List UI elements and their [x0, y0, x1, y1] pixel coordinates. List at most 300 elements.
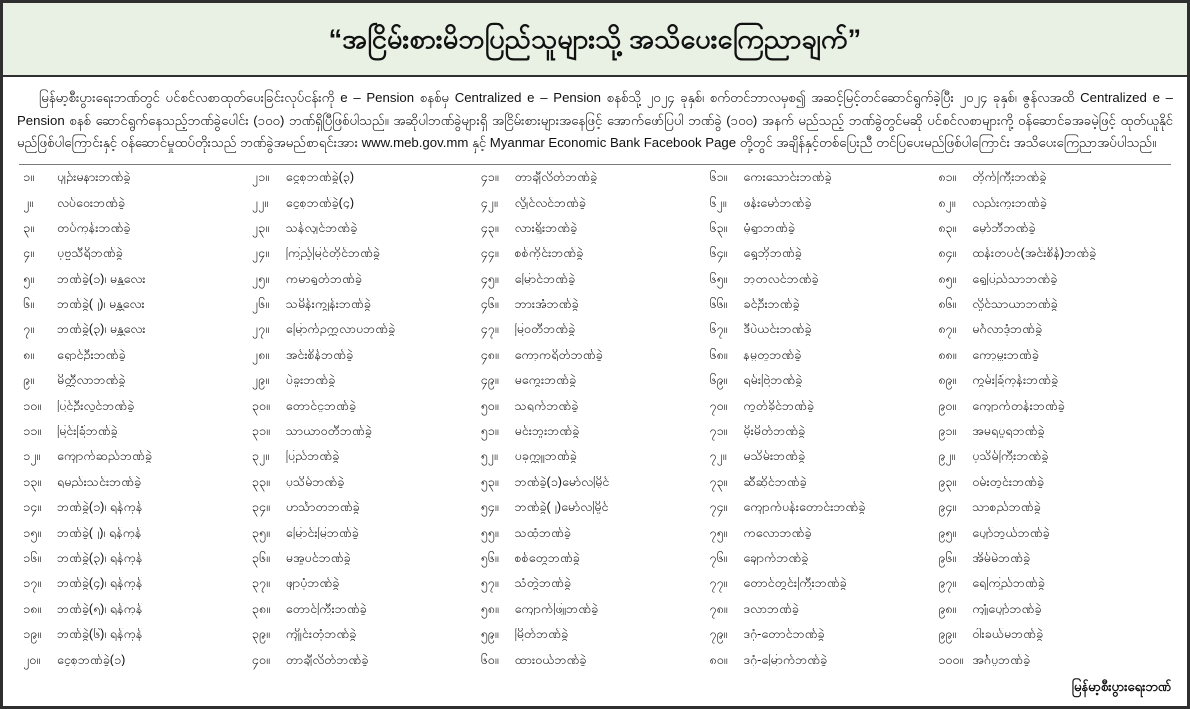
branch-name: မှော်ဘီဘဏ်ခွဲ [972, 221, 1036, 235]
branch-name: ဘဏ်ခွဲ(၁)၊ မန္တလေး [57, 272, 146, 286]
branch-index: ၅၃။ [480, 474, 499, 489]
branch-index: ၂၈။ [251, 347, 269, 362]
branch-row [938, 400, 1167, 425]
branch-name: တိုက်ကြီးဘဏ်ခွဲ [972, 171, 1047, 184]
branch-name: စစ်တွေဘဏ်ခွဲ [514, 551, 580, 565]
branch-name: ဘားအံဘဏ်ခွဲ [514, 298, 579, 311]
branch-index: ၉၉။ [938, 627, 957, 642]
branch-index: ၃၅။ [251, 525, 270, 540]
branch-name: ရွှေဘိုဘဏ်ခွဲ [743, 247, 802, 260]
branch-name: ငွေစုဘဏ်ခွဲ(၁) [57, 653, 126, 667]
branch-name: အိမ်မဲဘဏ်ခွဲ [972, 551, 1031, 565]
branch-name: မအူပင်ဘဏ်ခွဲ [285, 551, 351, 565]
branch-index: ၃။ [23, 220, 34, 235]
branch-name: မင်္ဂလာဒုံဘဏ်ခွဲ [972, 323, 1043, 337]
branch-row [481, 654, 710, 679]
branch-index: ၄၁။ [480, 170, 499, 185]
branch-row [252, 298, 481, 323]
branch-index: ၂၃။ [251, 220, 269, 235]
branch-name: ဘဏ်ခွဲ(၆)၊ ရန်ကုန် [57, 628, 143, 641]
branch-index: ၆၁။ [709, 170, 728, 185]
branch-row [481, 349, 710, 374]
branch-row [481, 323, 710, 348]
branch-index: ၂၄။ [251, 246, 269, 261]
body-container [3, 77, 1187, 683]
branch-index: ၅၁။ [480, 424, 499, 439]
branch-index: ၈၄။ [938, 246, 957, 261]
branch-row [709, 501, 938, 526]
branch-name: ဝမ်းတွင်းဘဏ်ခွဲ [972, 475, 1044, 489]
branch-row [252, 450, 481, 475]
branch-name: အမရပူရဘဏ်ခွဲ [972, 425, 1045, 438]
branch-index: ၁၆။ [23, 550, 41, 565]
branch-index: ၄၀။ [251, 652, 270, 667]
branch-index: ၉၈။ [938, 601, 957, 616]
branch-index: ၁၁။ [23, 424, 41, 439]
branch-index: ၈၁။ [938, 170, 957, 185]
branch-name: ဘဏ်ခွဲ(၂)၊ ရန်ကုန် [57, 526, 142, 540]
branch-name: ရမ်းဗြဲဘဏ်ခွဲ [743, 374, 803, 387]
branch-name: ပြင်ဦးလွင်ဘဏ်ခွဲ [57, 399, 135, 413]
branch-index: ၂၂။ [251, 195, 268, 210]
branch-index: ၃၂။ [251, 449, 269, 464]
branch-row [709, 552, 938, 577]
branch-index: ၁၀။ [23, 398, 41, 413]
branch-name: အင်္ဂပူဘဏ်ခွဲ [972, 653, 1031, 667]
branch-row [23, 197, 252, 222]
branch-index: ၁၄။ [23, 500, 41, 515]
branch-index: ၃၇။ [251, 576, 270, 591]
branch-name: လည်းကူးဘဏ်ခွဲ [972, 196, 1047, 210]
branch-name: သမိန်းကျွန်းဘဏ်ခွဲ [285, 298, 371, 311]
branch-row [938, 349, 1167, 374]
branch-index: ၇၆။ [709, 550, 728, 565]
branch-row [938, 577, 1167, 602]
branch-index: ၁၀၀။ [938, 652, 964, 667]
branch-row [938, 603, 1167, 628]
branch-name: ကွတ်ခိုင်ဘဏ်ခွဲ [743, 399, 814, 413]
branch-row [481, 273, 710, 298]
branch-row [252, 171, 481, 196]
branch-list [17, 171, 1173, 679]
branch-name: ကျိုင်းတုံဘဏ်ခွဲ [285, 628, 357, 641]
branch-index: ၁။ [23, 170, 34, 185]
branch-name: ဘဏ်ခွဲ(၄)၊ ရန်ကုန် [57, 577, 143, 590]
branch-name: ကြည့်မြင်တိုင်ဘဏ်ခွဲ [285, 247, 380, 260]
branch-name: ငွေစုဘဏ်ခွဲ(၄) [285, 196, 355, 210]
branch-name: လှိုင်သာယာဘဏ်ခွဲ [972, 298, 1058, 311]
branch-row [481, 450, 710, 475]
branch-row [23, 628, 252, 653]
branch-index: ၆၃။ [709, 220, 728, 235]
branch-index: ၇၂။ [709, 449, 727, 464]
branch-row [938, 171, 1167, 196]
branch-index: ၂၁။ [251, 170, 269, 185]
branch-name: ဘုတလင်ဘဏ်ခွဲ [743, 272, 819, 286]
branch-name: ပျော်ဘွယ်ဘဏ်ခွဲ [972, 526, 1050, 540]
branch-name: မြောင်ဘဏ်ခွဲ [514, 272, 576, 286]
branch-row [938, 197, 1167, 222]
branch-row [938, 222, 1167, 247]
branch-name: ကျုံပျော်ဘဏ်ခွဲ [972, 602, 1042, 616]
branch-row [481, 197, 710, 222]
branch-name: မင်းဘူးဘဏ်ခွဲ [514, 425, 580, 438]
branch-name: မိုးမိတ်ဘဏ်ခွဲ [743, 425, 806, 438]
branch-index: ၄၉။ [480, 373, 499, 388]
branch-name: ဘဏ်ခွဲ(၂)မော်လမြိုင် [514, 501, 609, 514]
branch-index: ၉၆။ [938, 550, 957, 565]
branch-row [709, 323, 938, 348]
branch-name: ငွေစုဘဏ်ခွဲ(၃) [285, 171, 355, 184]
page-title: “အငြိမ်းစားမိဘပြည်သူများသို့ အသိပေးကြေညာချက်” [328, 23, 862, 54]
branch-row [23, 298, 252, 323]
branch-row [709, 654, 938, 679]
branch-index: ၁၃။ [23, 474, 41, 489]
branch-name: မုံရွာဘဏ်ခွဲ [743, 221, 795, 235]
branch-row [938, 654, 1167, 679]
branch-row [252, 654, 481, 679]
branch-index: ၂၉။ [251, 373, 269, 388]
branch-row [252, 323, 481, 348]
branch-name: ပျဉ်းမနားဘဏ်ခွဲ [57, 171, 131, 184]
branch-index: ၉၂။ [938, 449, 956, 464]
branch-name: ကော့မှူးဘဏ်ခွဲ [972, 348, 1039, 362]
branch-index: ၂။ [23, 195, 33, 210]
branch-name: ကမာရွတ်ဘဏ်ခွဲ [285, 272, 362, 286]
branch-name: နမ္မတူဘဏ်ခွဲ [743, 348, 802, 362]
branch-name: မသိမ်းဘဏ်ခွဲ [743, 450, 806, 463]
branch-row [481, 298, 710, 323]
branch-index: ၄၂။ [480, 195, 498, 210]
branch-index: ၈။ [23, 347, 35, 362]
branch-name: ကေးသောင်းဘဏ်ခွဲ [743, 171, 832, 184]
branch-name: ဒဂုံ-တောင်ဘဏ်ခွဲ [743, 628, 825, 641]
branch-row [252, 476, 481, 501]
branch-name: သံတွဲဘဏ်ခွဲ [514, 577, 571, 590]
branch-name: ပုသိမ်ဘဏ်ခွဲ [285, 475, 345, 489]
branch-row [252, 527, 481, 552]
branch-name: ကလောဘဏ်ခွဲ [743, 526, 812, 540]
branch-index: ၁၈။ [23, 601, 42, 616]
branch-row [481, 374, 710, 399]
branch-name: မြင်းခြံဘဏ်ခွဲ [57, 425, 118, 438]
branch-index: ၅၄။ [480, 500, 499, 515]
branch-row [938, 552, 1167, 577]
branch-index: ၉၇။ [938, 576, 957, 591]
branch-name: ကျောက်ဖြူဘဏ်ခွဲ [514, 602, 599, 616]
branch-index: ၃၉။ [251, 627, 270, 642]
branch-row [938, 273, 1167, 298]
branch-index: ၄၄။ [480, 246, 499, 261]
branch-name: လပ်ဝေးဘဏ်ခွဲ [57, 196, 125, 210]
branch-name: တာချီလိတ်ဘဏ်ခွဲ [514, 171, 598, 184]
branch-row [481, 501, 710, 526]
branch-index: ၅၅။ [480, 525, 499, 540]
branch-column [938, 171, 1167, 679]
branch-column [23, 171, 252, 679]
branch-name: ဖန်းမော်ဘဏ်ခွဲ [743, 196, 812, 210]
branch-row [481, 527, 710, 552]
branch-row [23, 654, 252, 679]
branch-row [23, 400, 252, 425]
branch-index: ၈၉။ [938, 373, 957, 388]
branch-name: မြောက်ဥက္ကလာပဘဏ်ခွဲ [285, 323, 396, 337]
branch-index: ၆၇။ [709, 322, 728, 337]
branch-row [252, 552, 481, 577]
branch-index: ၄၈။ [480, 347, 499, 362]
branch-index: ၁၇။ [23, 576, 41, 591]
branch-row [252, 197, 481, 222]
branch-column [481, 171, 710, 679]
branch-index: ၈၈။ [938, 347, 957, 362]
branch-index: ၈၂။ [938, 195, 956, 210]
branch-row [709, 273, 938, 298]
branch-name: ဘဏ်ခွဲ(၂)၊ မန္တလေး [57, 298, 145, 311]
branch-row [709, 400, 938, 425]
branch-row [481, 247, 710, 272]
branch-name: လားရှိုးဘဏ်ခွဲ [514, 221, 578, 235]
branch-row [709, 222, 938, 247]
branch-index: ၉၀။ [938, 398, 957, 413]
branch-row [252, 425, 481, 450]
branch-index: ၂၆။ [251, 297, 269, 312]
branch-index: ၉၅။ [938, 525, 957, 540]
section-divider [19, 164, 1171, 165]
branch-name: ဘဏ်ခွဲ(၃)၊ ရန်ကုန် [57, 551, 143, 565]
branch-row [23, 323, 252, 348]
branch-name: ပဲခူးဘဏ်ခွဲ [285, 374, 336, 387]
branch-index: ၇၅။ [709, 525, 728, 540]
branch-row [709, 298, 938, 323]
branch-row [23, 425, 252, 450]
branch-index: ၆၂။ [709, 195, 727, 210]
branch-index: ၇၄။ [709, 500, 728, 515]
branch-row [252, 349, 481, 374]
branch-index: ၇၃။ [709, 474, 728, 489]
branch-row [709, 247, 938, 272]
branch-index: ၄၇။ [480, 322, 499, 337]
branch-row [23, 273, 252, 298]
branch-name: သန်လျင်ဘဏ်ခွဲ [285, 221, 358, 235]
branch-name: မကွေးဘဏ်ခွဲ [514, 374, 577, 387]
branch-name: ကျောက်ဆည်ဘဏ်ခွဲ [57, 450, 152, 463]
branch-row [23, 247, 252, 272]
branch-row [481, 476, 710, 501]
branch-index: ၁၂။ [23, 449, 41, 464]
branch-name: မြိတ်ဘဏ်ခွဲ [514, 628, 569, 641]
branch-row [709, 197, 938, 222]
branch-name: တောင်တွင်းကြီးဘဏ်ခွဲ [743, 577, 847, 590]
branch-name: ဝါးခယ်မဘဏ်ခွဲ [972, 628, 1044, 641]
branch-name: သာစည်ဘဏ်ခွဲ [972, 501, 1041, 514]
branch-index: ၅၇။ [480, 576, 499, 591]
branch-name: တောင်ငူဘဏ်ခွဲ [285, 399, 356, 413]
branch-name: စစ်ကိုင်းဘဏ်ခွဲ [514, 247, 584, 260]
branch-index: ၆၈။ [709, 347, 728, 362]
branch-index: ၆၉။ [709, 373, 728, 388]
branch-row [481, 222, 710, 247]
branch-row [938, 247, 1167, 272]
branch-row [23, 577, 252, 602]
branch-name: ဘဏ်ခွဲ(၁)မော်လမြိုင် [514, 475, 610, 489]
branch-name: အင်းစိန်ဘဏ်ခွဲ [285, 348, 354, 362]
branch-name: ခင်ဦးဘဏ်ခွဲ [743, 298, 800, 311]
branch-row [709, 628, 938, 653]
branch-index: ၆၆။ [709, 297, 728, 312]
branch-row [252, 273, 481, 298]
branch-row [23, 527, 252, 552]
branch-name: ဒဂုံ-မြောက်ဘဏ်ခွဲ [743, 653, 828, 667]
branch-row [481, 400, 710, 425]
branch-name: ရွှေပြည်သာဘဏ်ခွဲ [972, 272, 1058, 286]
branch-index: ၅၂။ [480, 449, 498, 464]
branch-name: ဟင်္သာတဘဏ်ခွဲ [285, 501, 360, 514]
branch-name: ကော့ကရိတ်ဘဏ်ခွဲ [514, 348, 603, 362]
branch-index: ၉၁။ [938, 424, 957, 439]
branch-row [938, 323, 1167, 348]
branch-row [709, 171, 938, 196]
branch-row [23, 476, 252, 501]
branch-index: ၅၀။ [480, 398, 499, 413]
branch-name: ကျောက်တန်းဘဏ်ခွဲ [972, 399, 1065, 413]
branch-row [709, 349, 938, 374]
branch-name: ဘဏ်ခွဲ(၅)၊ ရန်ကုန် [57, 602, 143, 616]
branch-index: ၄။ [23, 246, 34, 261]
branch-column [709, 171, 938, 679]
branch-index: ၆။ [23, 297, 34, 312]
branch-row [481, 425, 710, 450]
branch-index: ၉၄။ [938, 500, 957, 515]
branch-index: ၉၃။ [938, 474, 957, 489]
branch-name: ဘဏ်ခွဲ(၃)၊ မန္တလေး [57, 323, 146, 337]
branch-row [252, 374, 481, 399]
branch-row [481, 552, 710, 577]
branch-index: ၈၅။ [938, 271, 957, 286]
intro-paragraph: မြန်မာ့စီးပွားရေးဘဏ်တွင် ပင်စင်လစာထုတ်ပေးခြင်းလုပ်ငန်းကို e – Pension စနစ်မှ Centralized e – Pension စနစ်သို့ ၂၀၂၄ ခုနှစ်၊ စက်တင်ဘာလမှစ၍ အဆင့်မြင့်တင်ဆောင်ရွက်ခဲ့ပြီး ၂၀၂၄ ခုနှစ်၊ ဇွန်လအထိ Centralized e – Pension စနစ် ဆောင်ရွက်နေသည့်ဘဏ်ခွဲပေါင်း (၁၀၀) ဘဏ်ရှိပြီဖြစ်ပါသည်။ အဆိုပါဘဏ်ခွဲများရှိ အငြိမ်းစားများအနေဖြင့် အောက်ဖော်ပြပါ ဘဏ်ခွဲ (၁၀၀) အနက် မည်သည့် ဘဏ်ခွဲတွင်မဆို ပင်စင်လစာများကို့ ဝန်ဆောင်ခအခမဲ့ဖြင့် ထုတ်ယူနိုင်မည်ဖြစ်ပါကြောင်းနှင့် ဝန်ဆောင်မှုထပ်တိုးသည် ဘဏ်ခွဲအမည်စာရင်းအား www.meb.gov.mm နှင့် Myanmar Economic Bank Facebook Page တို့တွင် အချိန်နှင့်တစ်ပြေးညီ တင်ပြပေးမည်ဖြစ်ပါကြောင်း အသိပေးကြေညာအပ်ပါသည်။ [17, 90, 1173, 151]
branch-row [938, 450, 1167, 475]
branch-index: ၄၃။ [480, 220, 499, 235]
branch-index: ၈၃။ [938, 220, 957, 235]
branch-name: ရမည်းသင်းဘဏ်ခွဲ [57, 475, 142, 489]
branch-row [23, 450, 252, 475]
branch-row [709, 577, 938, 602]
branch-index: ၇။ [23, 322, 34, 337]
branch-name: ကွမ်းခြံကုန်းဘဏ်ခွဲ [972, 374, 1059, 387]
branch-index: ၆၅။ [709, 271, 728, 286]
branch-index: ၄၆။ [480, 297, 499, 312]
branch-row [938, 298, 1167, 323]
branch-row [709, 425, 938, 450]
branch-index: ၅။ [23, 271, 34, 286]
branch-index: ၅၈။ [480, 601, 499, 616]
branch-name: လွိုင်လင်ဘဏ်ခွဲ [514, 196, 586, 210]
branch-index: ၂၀။ [23, 652, 41, 667]
branch-row [938, 527, 1167, 552]
branch-row [938, 501, 1167, 526]
branch-row [23, 603, 252, 628]
branch-index: ၃၀။ [251, 398, 270, 413]
branch-row [709, 450, 938, 475]
branch-row [252, 628, 481, 653]
branch-row [709, 603, 938, 628]
branch-index: ၃၄။ [251, 500, 270, 515]
branch-row [938, 425, 1167, 450]
branch-name: တောင်ကြီးဘဏ်ခွဲ [285, 602, 367, 616]
branch-row [709, 527, 938, 552]
branch-index: ၁၉။ [23, 627, 41, 642]
branch-index: ၃၈။ [251, 601, 270, 616]
branch-row [938, 628, 1167, 653]
branch-index: ၂၇။ [251, 322, 269, 337]
branch-index: ၈၆။ [938, 297, 957, 312]
branch-name: ဒလာဘဏ်ခွဲ [743, 602, 799, 616]
branch-name: ပခုက္ကူဘဏ်ခွဲ [514, 450, 577, 463]
branch-index: ၇၁။ [709, 424, 728, 439]
branch-row [23, 374, 252, 399]
branch-row [23, 501, 252, 526]
branch-row [252, 577, 481, 602]
branch-index: ၇၉။ [709, 627, 728, 642]
branch-name: ဒီပဲယင်းဘဏ်ခွဲ [743, 323, 812, 337]
branch-name: ဘဏ်ခွဲ(၁)၊ ရန်ကုန် [57, 501, 143, 514]
branch-name: ရှောင်ဦးဘဏ်ခွဲ [57, 348, 126, 362]
branch-column [252, 171, 481, 679]
branch-row [23, 552, 252, 577]
branch-row [23, 349, 252, 374]
branch-name: ချောက်ဘဏ်ခွဲ [743, 551, 809, 565]
branch-name: ကျောက်ပန်းတောင်းဘဏ်ခွဲ [743, 501, 866, 514]
branch-name: ထန်းတပင်(အင်းစိန်)ဘဏ်ခွဲ [972, 247, 1097, 260]
branch-name: ထားဝယ်ဘဏ်ခွဲ [514, 653, 587, 667]
branch-index: ၇၈။ [709, 601, 728, 616]
branch-row [23, 222, 252, 247]
branch-row [938, 374, 1167, 399]
branch-index: ၁၅။ [23, 525, 41, 540]
branch-row [252, 501, 481, 526]
branch-row [252, 222, 481, 247]
branch-row [481, 603, 710, 628]
signature: မြန်မာ့စီးပွားရေးဘဏ် [1071, 679, 1171, 694]
branch-name: ဆီဆိုင်ဘဏ်ခွဲ [743, 475, 807, 489]
branch-name: ဖျာပုံဘဏ်ခွဲ [285, 577, 340, 590]
branch-row [23, 171, 252, 196]
branch-index: ၅၉။ [480, 627, 499, 642]
branch-index: ၉။ [23, 373, 34, 388]
branch-index: ၃၁။ [251, 424, 270, 439]
branch-row [481, 577, 710, 602]
branch-index: ၇၀။ [709, 398, 728, 413]
branch-name: မြဝတီဘဏ်ခွဲ [514, 323, 576, 337]
branch-index: ၈၇။ [938, 322, 957, 337]
branch-name: သာယာဝတီဘဏ်ခွဲ [285, 425, 372, 438]
branch-row [481, 171, 710, 196]
branch-row [252, 400, 481, 425]
branch-name: တပ်ကုန်းဘဏ်ခွဲ [57, 221, 131, 235]
branch-name: ပြည်ဘဏ်ခွဲ [285, 450, 340, 463]
branch-row [938, 476, 1167, 501]
branch-name: မိတ္ထီလာဘဏ်ခွဲ [57, 374, 126, 387]
branch-index: ၄၅။ [480, 271, 499, 286]
branch-row [481, 628, 710, 653]
branch-row [709, 476, 938, 501]
branch-name: ရေကြည်ဘဏ်ခွဲ [972, 577, 1045, 590]
branch-row [252, 247, 481, 272]
branch-index: ၆၄။ [709, 246, 728, 261]
branch-row [709, 374, 938, 399]
branch-name: ပုသိမ်ကြီးဘဏ်ခွဲ [972, 450, 1049, 463]
branch-index: ၃၆။ [251, 550, 270, 565]
branch-index: ၈၀။ [709, 652, 728, 667]
